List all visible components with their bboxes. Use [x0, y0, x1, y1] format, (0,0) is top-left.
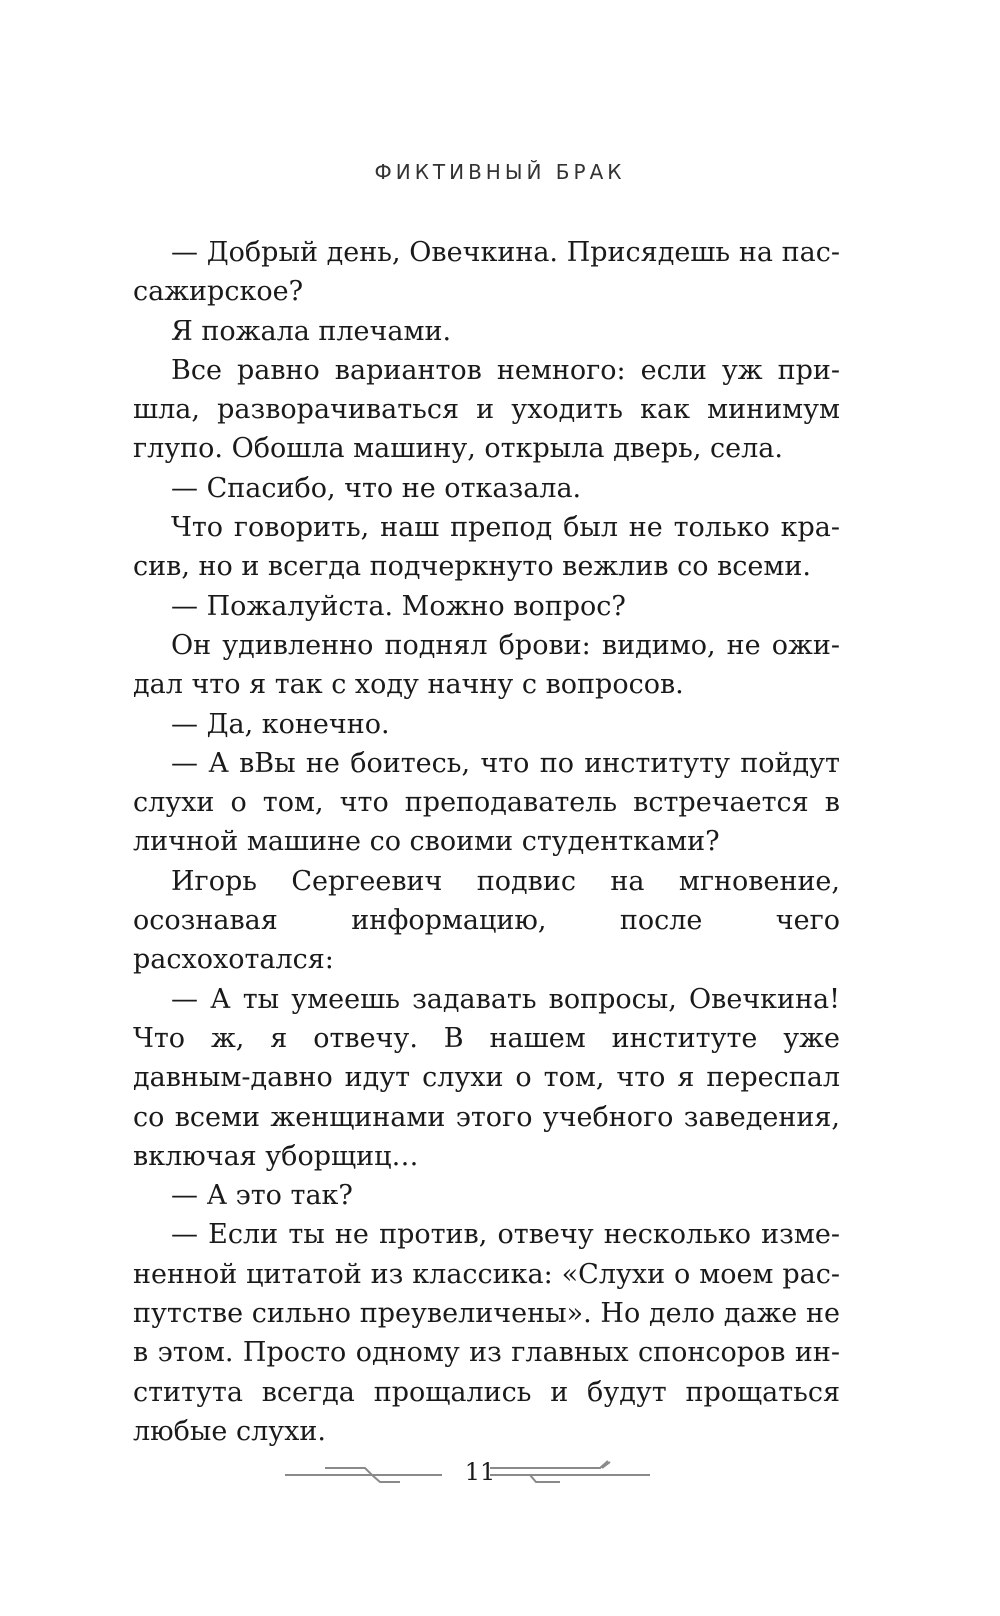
- paragraph-8: — Да, конечно.: [171, 708, 390, 740]
- paragraph-7: Он удивленно поднял брови: видимо, не ожидал что я так с ходу начну с вопросов.: [133, 629, 840, 701]
- paragraph-13: — Если ты не против, отвечу несколько измененной цитатой из классика: «Слухи о моем распутстве сильно преувеличены». Но дело даже не в этом. Просто одному из главных спонсоров института всегда прощались и будут прощаться любые слухи.: [133, 1219, 840, 1447]
- paragraph-9: — А вВы не боитесь, что по институту пойдут слухи о том, что преподаватель встречается в личной машине со своими студентками?: [133, 747, 840, 858]
- paragraph-1: — Добрый день, Овечкина. Присядешь на пассажирское?: [133, 237, 840, 308]
- paragraph-6: — Пожалуйста. Можно вопрос?: [171, 590, 626, 622]
- page-footer: [0, 1454, 1000, 1494]
- paragraph-4: — Спасибо, что не отказала.: [171, 472, 582, 504]
- paragraph-3: Все равно вариантов немного: если уж пришла, разворачиваться и уходить как минимум глупо. Обошла машину, открыла дверь, села.: [133, 354, 840, 465]
- page-number: 11: [464, 1458, 496, 1486]
- paragraph-10: Игорь Сергеевич подвис на мгновение, осознавая информацию, после чего расхохотался:: [133, 865, 840, 976]
- paragraph-5: Что говорить, наш препод был не только красив, но и всегда подчеркнуто вежлив со всеми.: [133, 512, 840, 583]
- paragraph-2: Я пожала плечами.: [171, 315, 452, 347]
- paragraph-11: — А ты умеешь задавать вопросы, Овечкина! Что ж, я отвечу. В нашем институте уже давным-давно идут слухи о том, что я переспал со всеми женщинами этого учебного заведения, включая уборщиц…: [133, 983, 840, 1172]
- paragraph-12: — А это так?: [171, 1180, 353, 1212]
- running-head: ФИКТИВНЫЙ БРАК: [374, 160, 626, 184]
- body-text: [133, 233, 840, 1451]
